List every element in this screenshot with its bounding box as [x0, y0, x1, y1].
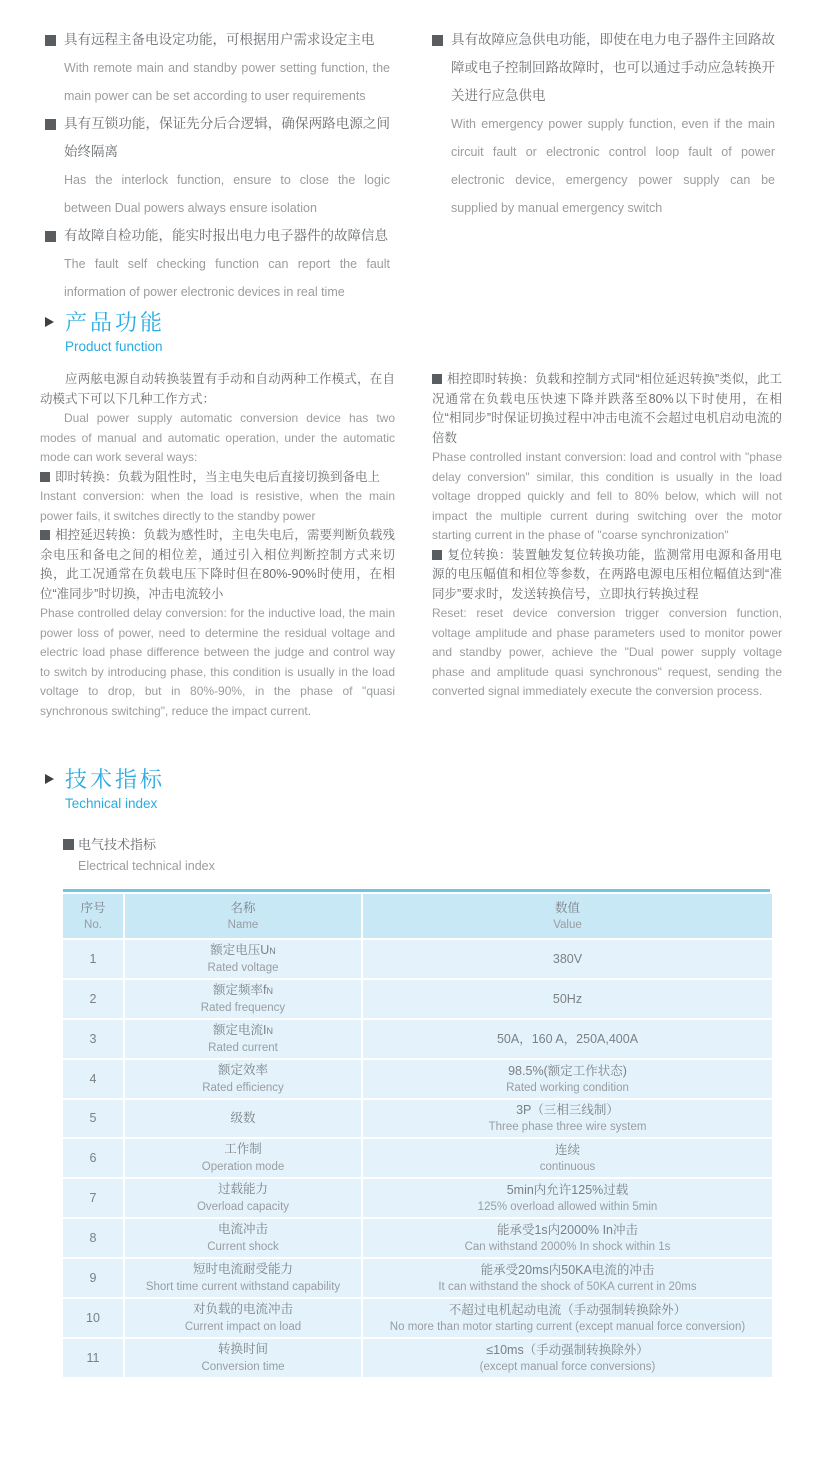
feature-text-cn: 具有远程主备电设定功能，可根据用户需求设定主电: [64, 32, 375, 47]
cell-no: 6: [63, 1139, 123, 1177]
product-function-body: [0, 356, 830, 721]
cell-value: 能承受1s内2000% In冲击 Can withstand 2000% In shock within 1s: [363, 1219, 772, 1257]
cell-value: 能承受20ms内50KA电流的冲击 It can withstand the shock of 50KA current in 20ms: [363, 1259, 772, 1297]
cell-name: 转换时间 Conversion time: [125, 1339, 361, 1377]
feature-column-right: [432, 26, 775, 306]
section-heading-technical-index: [0, 767, 830, 813]
cell-name: 对负载的电流冲击 Current impact on load: [125, 1299, 361, 1337]
feature-text-en: With emergency power supply function, even if the main circuit fault or electronic control loop fault of power electronic device, emergency power supply can be supplied by manual emergency switch: [451, 117, 775, 215]
cell-value: 不超过电机起动电流（手动强制转换除外） No more than motor starting current (except manual force conversion): [363, 1299, 772, 1337]
table-row: [63, 980, 770, 1018]
feature-text-cn: 有故障自检功能，能实时报出电力电子器件的故障信息: [64, 228, 388, 243]
cell-value: 连续 continuous: [363, 1139, 772, 1177]
paragraph-cn: 应两舷电源自动转换装置有手动和自动两种工作模式，在自动模式下可以下几种工作方式：: [40, 372, 395, 406]
paragraph-en: Dual power supply automatic conversion device has two modes of manual and automatic operation, under the automatic mode can work several ways:: [40, 411, 395, 464]
paragraph-en: Instant conversion: when the load is resistive, when the main power fails, it switches directly to the standby power: [40, 489, 395, 523]
cell-name: 过载能力 Overload capacity: [125, 1179, 361, 1217]
cell-name: 额定电流IN Rated current: [125, 1020, 361, 1058]
cell-value: 5min内允许125%过载 125% overload allowed within 5min: [363, 1179, 772, 1217]
paragraph-cn: 复位转换：装置触发复位转换功能，监测常用电源和备用电源的电压幅值和相位等参数，在两路电源电压相位幅值达到“准同步”要求时，发送转换信号，立即执行转换过程: [432, 547, 782, 601]
paragraph-en: Reset: reset device conversion trigger conversion function, voltage amplitude and phase parameters used to monitor power and standby power, achieve the "Dual power supply voltage phase and amplitude quasi synchronous" request, sending the converted signal immediately execute the conversion process.: [432, 606, 782, 698]
table-row: [63, 1139, 770, 1177]
cell-no: 1: [63, 940, 123, 978]
cell-value: 3P（三相三线制） Three phase three wire system: [363, 1100, 772, 1137]
cell-no: 10: [63, 1299, 123, 1337]
cell-value: 50A，160 A，250A,400A: [363, 1020, 772, 1058]
cell-name: 额定频率fN Rated frequency: [125, 980, 361, 1018]
section-heading-product-function: [0, 310, 830, 356]
square-bullet-icon: [432, 550, 442, 560]
cell-no: 8: [63, 1219, 123, 1257]
cell-no: 3: [63, 1020, 123, 1058]
cell-no: 9: [63, 1259, 123, 1297]
table-row: [63, 1339, 770, 1377]
electrical-spec-table: [63, 889, 770, 1377]
table-row: [63, 1179, 770, 1217]
table-row: [63, 1100, 770, 1137]
cell-no: 7: [63, 1179, 123, 1217]
subtitle-cn: 电气技术指标: [63, 833, 830, 856]
feature-item: [45, 26, 390, 110]
triangle-arrow-icon: [45, 774, 54, 784]
cell-no: 4: [63, 1060, 123, 1098]
feature-item: [45, 110, 390, 222]
paragraph-cn: 相控即时转换：负载和控制方式同“相位延迟转换”类似，此工况通常在负载电压快速下降并跌落至80%以下时使用，在相位“相同步”时保证切换过程中冲击电流不会超过电机启动电流的倍数: [432, 372, 782, 445]
paragraph-en: Phase controlled instant conversion: load and control with "phase delay conversion" similar, this condition is usually in the load voltage dropped quickly and fell to 80% below, which will not impact the multiple current during switching over the motor starting current in the phase of "coarse synchronization": [432, 450, 782, 542]
feature-list: [0, 0, 830, 306]
cell-name: 额定电压UN Rated voltage: [125, 940, 361, 978]
feature-text-en: The fault self checking function can report the fault information of power electronic devices in real time: [64, 257, 390, 299]
feature-column-left: [45, 26, 390, 306]
cell-value: 98.5%(额定工作状态) Rated working condition: [363, 1060, 772, 1098]
section-title-cn: 技术指标: [65, 767, 166, 792]
section-title-en: Technical index: [65, 796, 158, 811]
square-bullet-icon: [45, 35, 56, 46]
triangle-arrow-icon: [45, 317, 54, 327]
electrical-index-subtitle: [63, 833, 830, 877]
header-cell-value: 数值 Value: [363, 894, 772, 938]
cell-name: 额定效率 Rated efficiency: [125, 1060, 361, 1098]
table-row: [63, 940, 770, 978]
header-cell-no: 序号 No.: [63, 894, 123, 938]
square-bullet-icon: [432, 374, 442, 384]
cell-no: 2: [63, 980, 123, 1018]
feature-item: [432, 26, 775, 222]
square-bullet-icon: [40, 472, 50, 482]
feature-text-cn: 具有故障应急供电功能，即使在电力电子器件主回路故障或电子控制回路故障时，也可以通过手动应急转换开关进行应急供电: [451, 32, 775, 103]
product-function-column-left: [40, 370, 395, 721]
paragraph-cn: 即时转换：负载为阻性时，当主电失电后直接切换到备电上: [40, 468, 395, 488]
paragraph-en: Phase controlled delay conversion: for the inductive load, the main power loss of power, need to determine the residual voltage and electric load phase difference between the judge and control way to switch by introducing phase, this condition is usually in the load voltage to drop, but in 80%-90%, in the phase of "quasi synchronous switching", reduce the impact current.: [40, 606, 395, 718]
feature-text-cn: 具有互锁功能，保证先分后合逻辑，确保两路电源之间始终隔离: [64, 116, 390, 159]
square-bullet-icon: [45, 231, 56, 242]
cell-no: 5: [63, 1100, 123, 1137]
cell-name: 电流冲击 Current shock: [125, 1219, 361, 1257]
header-cell-name: 名称 Name: [125, 894, 361, 938]
cell-name: 短时电流耐受能力 Short time current withstand capability: [125, 1259, 361, 1297]
table-row: [63, 1299, 770, 1337]
square-bullet-icon: [40, 530, 50, 540]
square-bullet-icon: [432, 35, 443, 46]
cell-value: 380V: [363, 940, 772, 978]
product-function-column-right: [432, 370, 782, 721]
subtitle-en: Electrical technical index: [78, 859, 215, 873]
table-row: [63, 1060, 770, 1098]
table-row: [63, 1020, 770, 1058]
cell-name: 级数: [125, 1100, 361, 1137]
feature-text-en: With remote main and standby power setting function, the main power can be set according to user requirements: [64, 61, 390, 103]
table-header-row: [63, 894, 770, 938]
section-title-en: Product function: [65, 339, 163, 354]
feature-item: [45, 222, 390, 306]
square-bullet-icon: [63, 839, 74, 850]
feature-text-en: Has the interlock function, ensure to close the logic between Dual powers always ensure isolation: [64, 173, 390, 215]
square-bullet-icon: [45, 119, 56, 130]
paragraph-cn: 相控延迟转换：负载为感性时，主电失电后，需要判断负载残余电压和备电之间的相位差，通过引入相位判断控制方式来切换，此工况通常在负载电压下降时但在80%-90%时使用，在相位“准同步”时切换，冲击电流较小: [40, 528, 395, 601]
cell-value: 50Hz: [363, 980, 772, 1018]
cell-value: ≤10ms（手动强制转换除外） (except manual force conversions): [363, 1339, 772, 1377]
table-row: [63, 1259, 770, 1297]
cell-name: 工作制 Operation mode: [125, 1139, 361, 1177]
cell-no: 11: [63, 1339, 123, 1377]
table-row: [63, 1219, 770, 1257]
section-title-cn: 产品功能: [65, 310, 166, 335]
